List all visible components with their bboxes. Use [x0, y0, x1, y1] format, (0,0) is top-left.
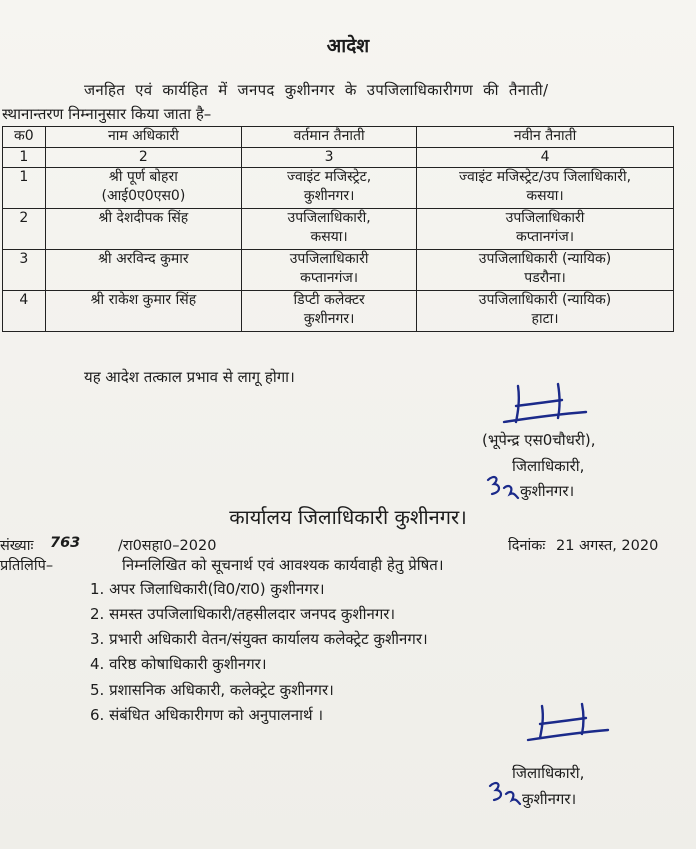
list-item: 3. प्रभारी अधिकारी वेतन/संयुक्त कार्यालय कलेक्ट्रेट कुशीनगर।: [90, 630, 428, 648]
current-posting-cell: [242, 209, 417, 250]
serial-cell: 3: [3, 250, 46, 291]
column-number: 1: [3, 148, 46, 168]
new-posting-line-2: पडरौना।: [524, 270, 566, 286]
header-officer-name: नाम अधिकारी: [45, 127, 241, 148]
current-posting-line-1: डिप्टी कलेक्टर: [293, 292, 365, 308]
new-posting-line-2: कसया।: [526, 188, 564, 204]
copy-intro: निम्नलिखित को सूचनार्थ एवं आवश्यक कार्यवाही हेतु प्रेषित।: [122, 556, 444, 574]
officer-name-cell: [45, 291, 241, 332]
table-column-number-row: [3, 148, 674, 168]
header-serial: क0: [3, 127, 46, 148]
copy-label: प्रतिलिपि–: [0, 558, 54, 574]
serial-cell: 4: [3, 291, 46, 332]
current-posting-cell: [242, 250, 417, 291]
officer-name-cell: [45, 209, 241, 250]
officer-name: श्री देशदीपक सिंह: [98, 210, 189, 226]
new-posting-line-1: उपजिलाधिकारी (न्यायिक): [478, 292, 612, 308]
new-posting-line-1: उपजिलाधिकारी: [505, 210, 585, 226]
signature-mark: [522, 700, 612, 754]
header-new-posting: नवीन तैनाती: [417, 127, 674, 148]
current-posting-line-2: कुशीनगर।: [303, 311, 355, 327]
new-posting-line-1: ज्वाइंट मजिस्ट्रेट/उप जिलाधिकारी,: [459, 169, 632, 185]
current-posting-cell: [242, 291, 417, 332]
list-item: 6. संबंधित अधिकारीगण को अनुपालनार्थ ।: [90, 706, 324, 724]
signatory-place: कुशीनगर।: [520, 482, 575, 500]
officer-name: श्री पूर्ण बोहरा: [108, 169, 178, 185]
date-value: 21 अगस्त, 2020: [556, 538, 659, 554]
current-posting-line-1: ज्वाइंट मजिस्ट्रेट,: [287, 169, 372, 185]
list-item: 5. प्रशासनिक अधिकारी, कलेक्ट्रेट कुशीनगर।: [90, 681, 334, 699]
current-posting-line-1: उपजिलाधिकारी,: [287, 210, 371, 226]
new-posting-line-2: कप्तानगंज।: [516, 229, 575, 245]
serial-cell: 1: [3, 168, 46, 209]
new-posting-cell: [417, 291, 674, 332]
list-item: 2. समस्त उपजिलाधिकारी/तहसीलदार जनपद कुशीनगर।: [90, 605, 396, 623]
signatory-place: कुशीनगर।: [522, 790, 577, 808]
postings-table: [2, 126, 674, 332]
table-row: [3, 168, 674, 209]
file-reference: /रा0सहा0–2020: [118, 538, 217, 554]
column-number: 4: [417, 148, 674, 168]
list-item: 4. वरिष्ठ कोषाधिकारी कुशीनगर।: [90, 655, 267, 673]
number-label: संख्याः: [0, 538, 34, 554]
order-title: आदेश: [326, 35, 370, 57]
new-posting-cell: [417, 209, 674, 250]
officer-service: (आई0ए0एस0): [101, 188, 186, 204]
signatory-name: (भूपेन्द्र एस0चौधरी),: [482, 431, 596, 449]
officer-name: श्री अरविन्द कुमार: [98, 251, 189, 267]
signatory-designation: जिलाधिकारी,: [512, 457, 585, 475]
officer-name-cell: [45, 168, 241, 209]
table-header-row: [3, 127, 674, 148]
date-label: दिनांकः: [508, 538, 546, 554]
initials-mark: [486, 776, 522, 806]
officer-name: श्री राकेश कुमार सिंह: [90, 292, 197, 308]
column-number: 3: [242, 148, 417, 168]
list-item: 1. अपर जिलाधिकारी(वि0/रा0) कुशीनगर।: [90, 580, 325, 598]
current-posting-line-2: कप्तानगंज।: [300, 270, 359, 286]
current-posting-line-2: कुशीनगर।: [303, 188, 355, 204]
serial-cell: 2: [3, 209, 46, 250]
new-posting-cell: [417, 250, 674, 291]
new-posting-line-2: हाटा।: [531, 311, 559, 327]
order-intro-line-2: स्थानान्तरण निम्नानुसार किया जाता है–: [2, 105, 212, 123]
table-row: [3, 209, 674, 250]
number-value: 763: [50, 535, 81, 551]
current-posting-line-2: कसया।: [310, 229, 348, 245]
officer-name-cell: [45, 250, 241, 291]
signatory-designation: जिलाधिकारी,: [512, 764, 585, 782]
initials-mark: [484, 470, 520, 500]
current-posting-line-1: उपजिलाधिकारी: [289, 251, 369, 267]
header-current-posting: वर्तमान तैनाती: [242, 127, 417, 148]
new-posting-line-1: उपजिलाधिकारी (न्यायिक): [478, 251, 612, 267]
column-number: 2: [45, 148, 241, 168]
order-intro-line-1: जनहित एवं कार्यहित में जनपद कुशीनगर के उपजिलाधिकारीगण की तैनाती/: [84, 81, 549, 99]
new-posting-cell: [417, 168, 674, 209]
effect-statement: यह आदेश तत्काल प्रभाव से लागू होगा।: [84, 368, 295, 386]
table-row: [3, 291, 674, 332]
table-row: [3, 250, 674, 291]
current-posting-cell: [242, 168, 417, 209]
office-heading: कार्यालय जिलाधिकारी कुशीनगर।: [229, 505, 467, 529]
